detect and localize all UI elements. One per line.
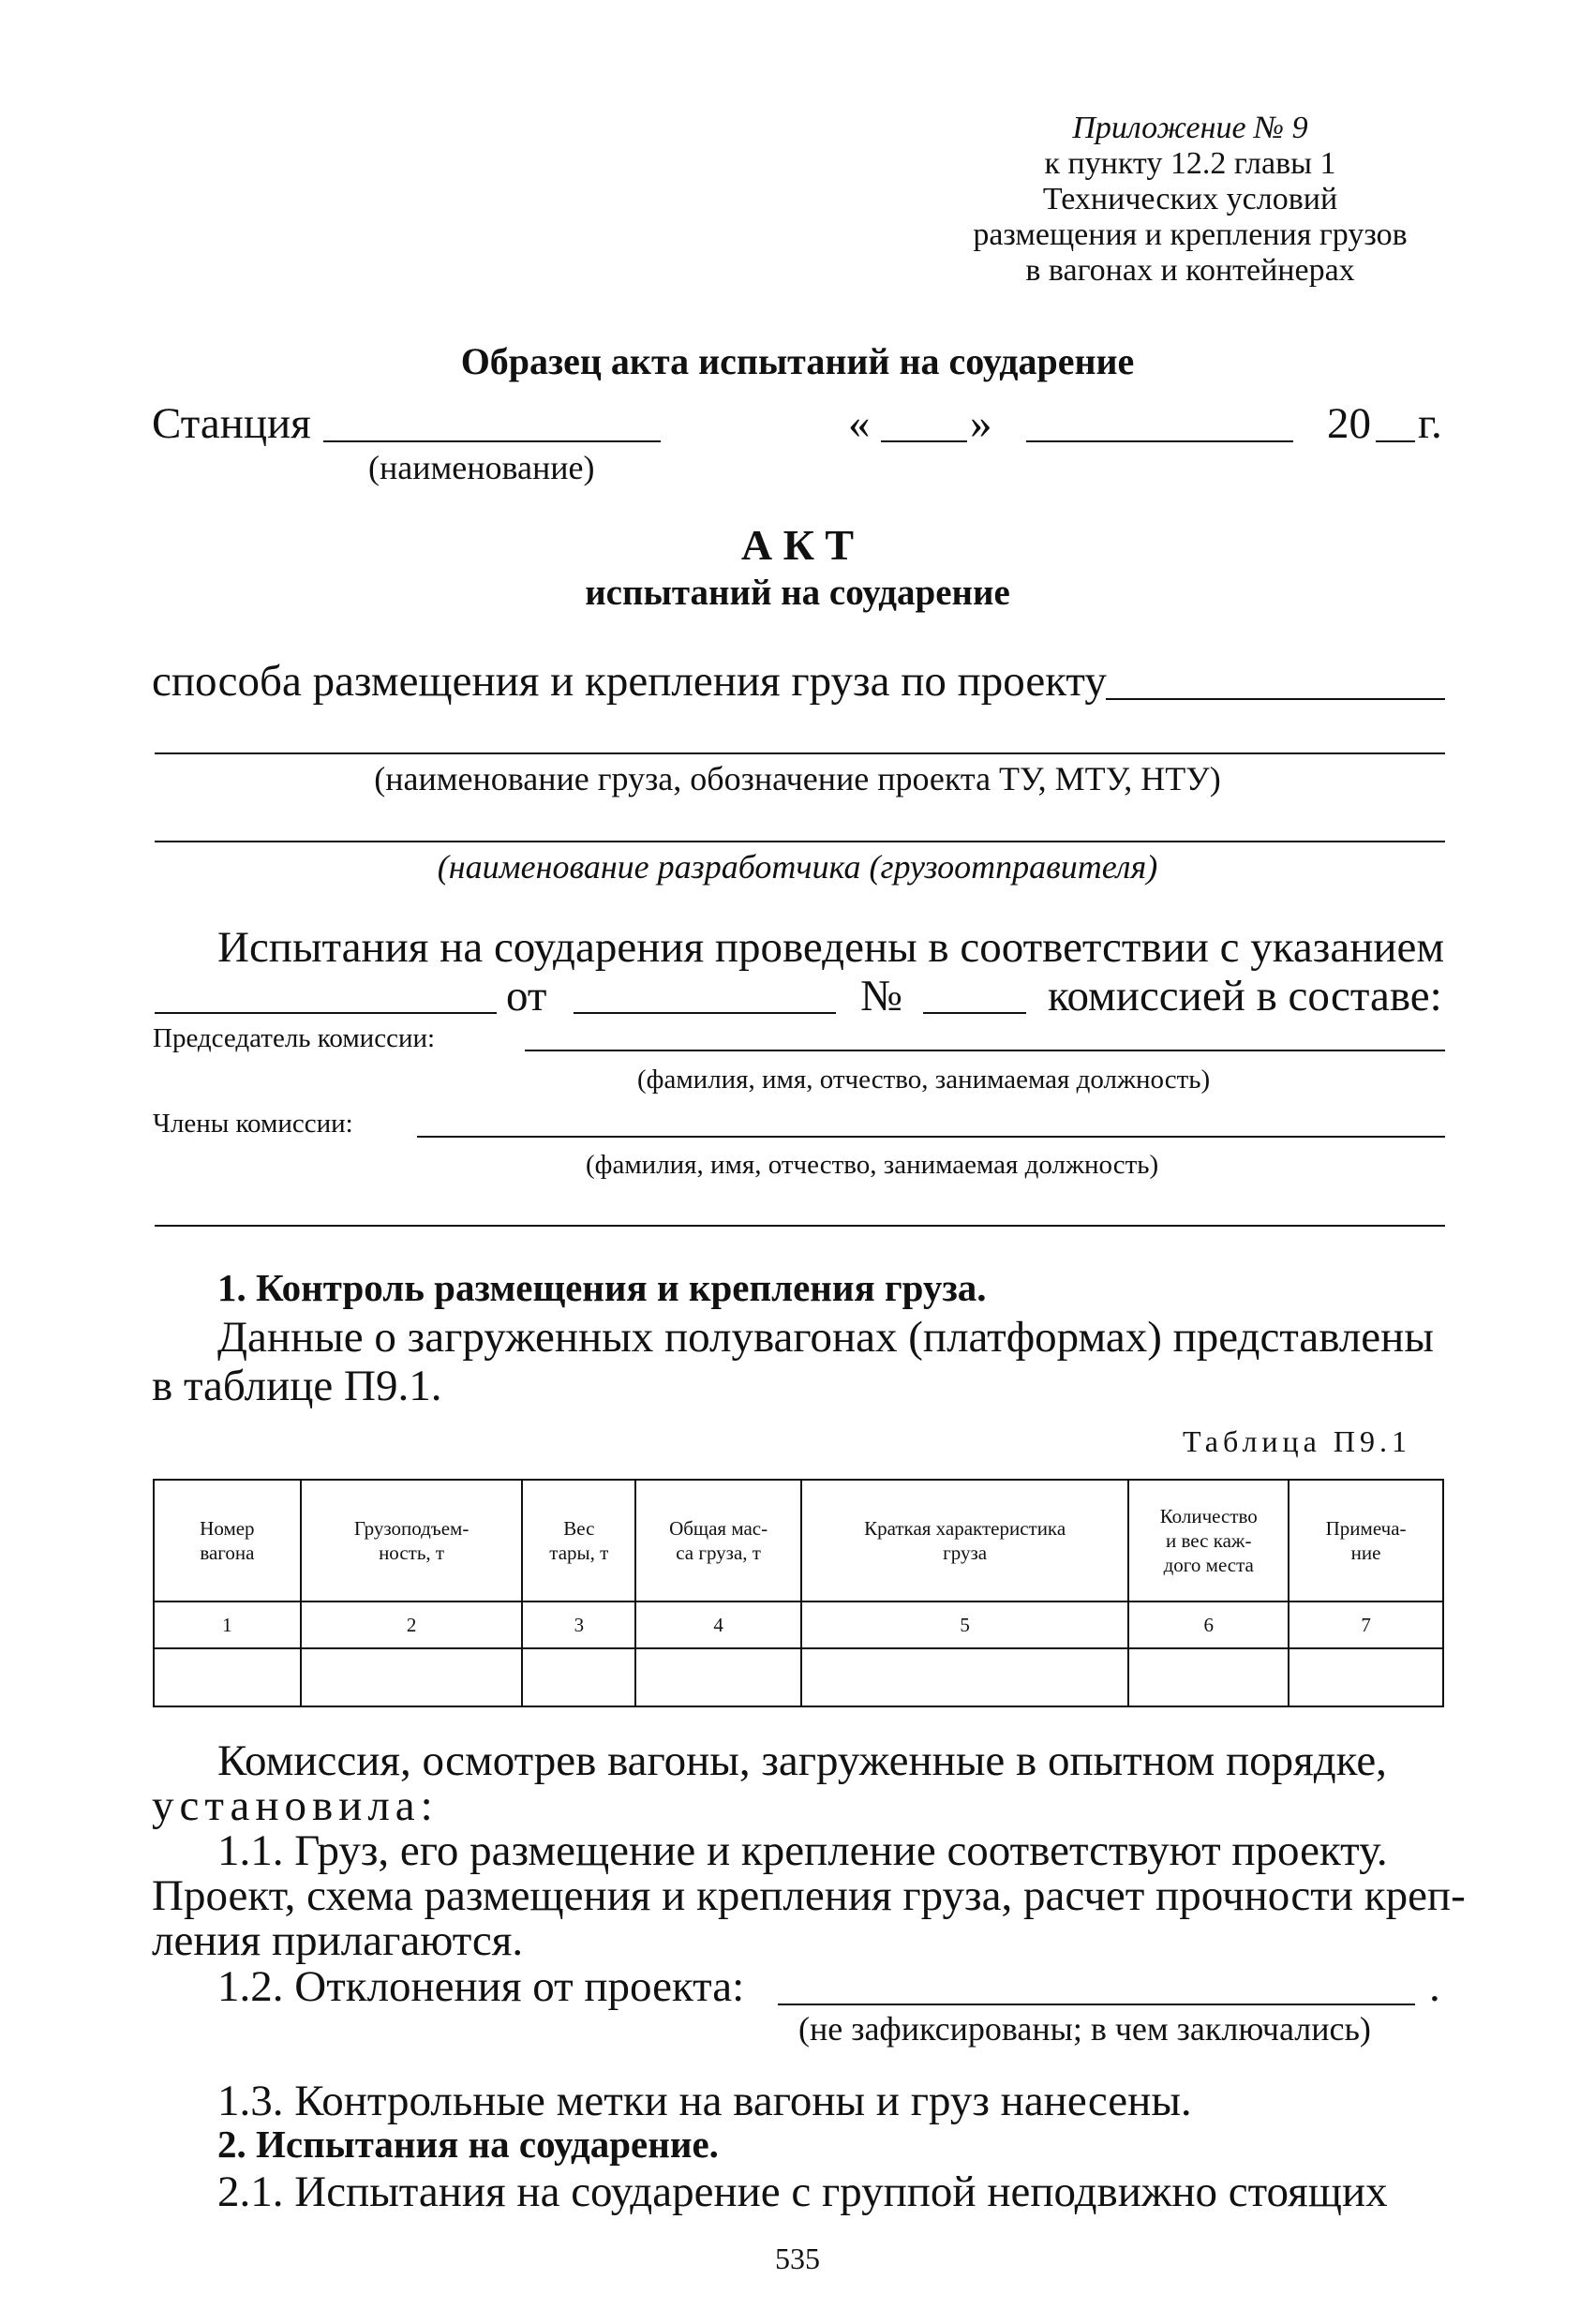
appendix-block — [928, 111, 1453, 289]
section1-text: Данные о загруженных полувагонах (платформах) представлены — [217, 1313, 1434, 1362]
act-title: А К Т — [740, 521, 855, 569]
deviations-caption: (не зафиксированы; в чем заключались) — [798, 2010, 1371, 2048]
tests-line: Испытания на соударения проведены в соответствии с указанием — [217, 923, 1445, 972]
table-cell — [1128, 1648, 1289, 1706]
deviations-end: . — [1429, 1962, 1440, 2011]
table-cell — [301, 1648, 523, 1706]
table-number-row — [154, 1601, 1443, 1648]
members-caption: (фамилия, имя, отчество, занимаемая должность) — [586, 1150, 1159, 1180]
table-cell — [801, 1648, 1128, 1706]
page-number: 535 — [775, 2242, 820, 2275]
paragraph-1-2: 1.2. Отклонения от проекта: — [217, 1962, 745, 2011]
chairman-label: Председатель комиссии: — [153, 1023, 436, 1053]
table-cell — [635, 1648, 801, 1706]
table-header-row — [154, 1480, 1443, 1601]
table-row — [154, 1648, 1443, 1706]
number-blank — [923, 1012, 1026, 1014]
month-blank — [1026, 440, 1293, 442]
method-line: способа размещения и крепления груза по проекту — [152, 657, 1107, 706]
section2-heading: 2. Испытания на соударение. — [217, 2123, 719, 2166]
table-header-cell: Номер вагона — [154, 1480, 301, 1601]
appendix-line: к пункту 12.2 главы 1 — [1044, 146, 1336, 181]
table-cell: 2 — [301, 1601, 523, 1648]
appendix-line: в вагонах и контейнерах — [1025, 253, 1355, 288]
tests-no: № — [860, 972, 902, 1020]
table-header-cell: Грузоподъем- ность, т — [301, 1480, 523, 1601]
table-cell: 4 — [635, 1601, 801, 1648]
table-cell: 1 — [154, 1601, 301, 1648]
table-header-cell: Вес тары, т — [522, 1480, 635, 1601]
year-suffix: г. — [1418, 399, 1442, 448]
paragraph-1-1: 1.1. Груз, его размещение и крепление соответствуют проекту. — [217, 1826, 1388, 1875]
cargo-blank — [155, 752, 1445, 754]
appendix-title: Приложение № 9 — [1072, 111, 1308, 145]
caption-cargo: (наименование груза, обозначение проекта ТУ, МТУ, НТУ) — [374, 760, 1221, 797]
instruction-blank — [155, 1012, 497, 1014]
station-label: Станция — [152, 399, 311, 448]
table-header-cell: Общая мас- са груза, т — [635, 1480, 801, 1601]
appendix-line: размещения и крепления грузов — [973, 217, 1408, 252]
paragraph-1-1: ления прилагаются. — [152, 1916, 524, 1965]
year-blank — [1376, 440, 1415, 442]
sample-title: Образец акта испытаний на соударение — [460, 340, 1135, 382]
appendix-line: Технических условий — [1042, 182, 1338, 216]
members-blank — [417, 1136, 1445, 1138]
paragraph-1-3: 1.3. Контрольные метки на вагоны и груз нанесены. — [217, 2077, 1192, 2125]
table-header-cell: Примеча- ние — [1289, 1480, 1443, 1601]
act-subtitle: испытаний на соударение — [585, 573, 1010, 613]
table-cell: 6 — [1128, 1601, 1289, 1648]
paragraph-2-1: 2.1. Испытания на соударение с группой неподвижно стоящих — [217, 2168, 1388, 2216]
date-blank — [574, 1012, 836, 1014]
tests-composition: комиссией в составе: — [1048, 972, 1442, 1020]
deviations-blank — [778, 2004, 1415, 2005]
table-header-cell: Краткая характеристика груза — [801, 1480, 1128, 1601]
station-caption: (наименование) — [368, 449, 595, 486]
quote-close: » — [970, 399, 992, 448]
members-label: Члены комиссии: — [153, 1109, 353, 1139]
developer-blank — [155, 841, 1445, 842]
data-table — [153, 1479, 1444, 1707]
day-blank — [881, 440, 967, 442]
section1-text: в таблице П9.1. — [152, 1362, 442, 1410]
table-cell: 3 — [522, 1601, 635, 1648]
section1-heading: 1. Контроль размещения и крепления груза. — [217, 1266, 987, 1309]
chairman-blank — [525, 1050, 1445, 1051]
table-cell — [522, 1648, 635, 1706]
table-cell: 7 — [1289, 1601, 1443, 1648]
commission-text: Комиссия, осмотрев вагоны, загруженные в опытном порядке, — [217, 1736, 1387, 1785]
tests-from: от — [506, 972, 547, 1020]
station-blank — [323, 440, 661, 442]
table-cell: 5 — [801, 1601, 1128, 1648]
paragraph-1-1: Проект, схема размещения и крепления груза, расчет прочности креп- — [152, 1871, 1466, 1920]
table-cell — [1289, 1648, 1443, 1706]
table-header-cell: Количество и вес каж- дого места — [1128, 1480, 1289, 1601]
quote-open: « — [848, 399, 871, 448]
project-blank — [1106, 698, 1445, 700]
caption-developer: (наименование разработчика (грузоотправителя) — [437, 848, 1158, 886]
table-cell — [154, 1648, 301, 1706]
table-label: Таблица П9.1 — [1183, 1424, 1411, 1458]
chairman-caption: (фамилия, имя, отчество, занимаемая должность) — [637, 1065, 1211, 1095]
commission-established: установила: — [152, 1781, 439, 1830]
members-extra-blank — [155, 1225, 1445, 1227]
year-prefix: 20 — [1327, 399, 1371, 448]
